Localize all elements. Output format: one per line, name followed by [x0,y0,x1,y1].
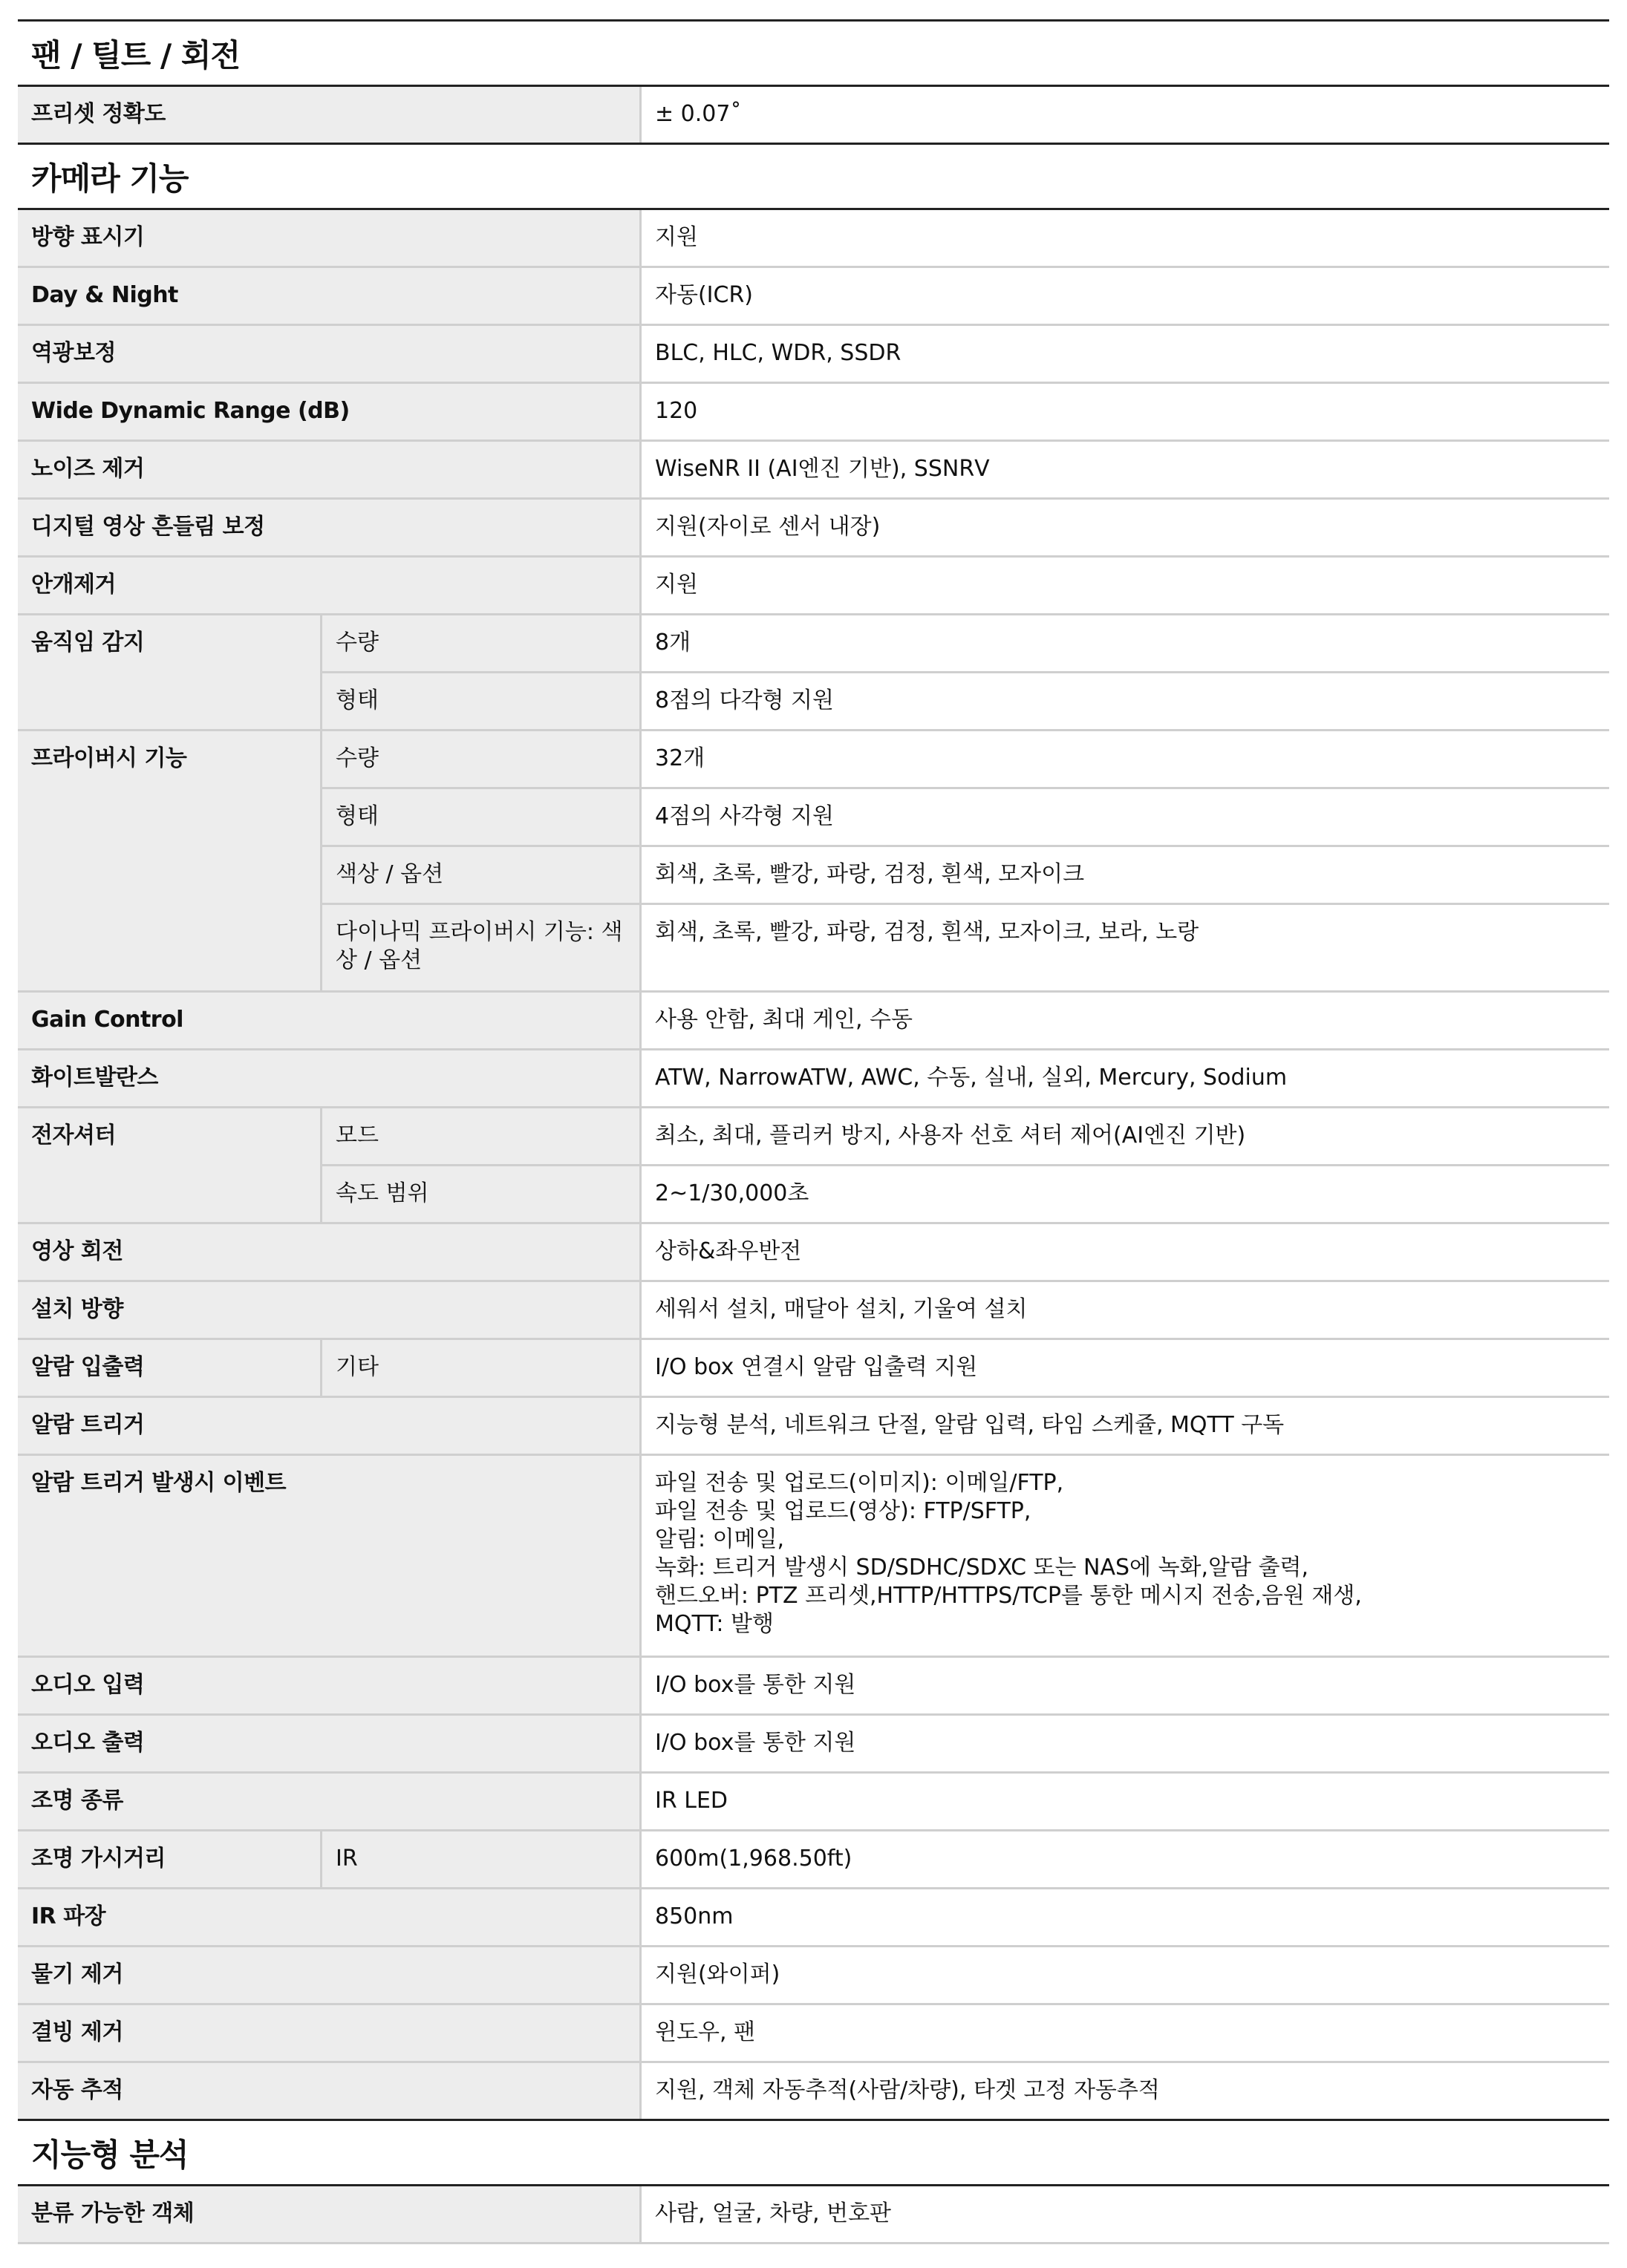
spec-row [18,1771,1609,1829]
spec-value: 지원 [639,210,1609,266]
spec-row [18,1945,1609,2003]
spec-row [18,1106,1609,1164]
spec-value: 사용 안함, 최대 게인, 수동 [639,993,1609,1048]
spec-row [18,1396,1609,1454]
spec-label [18,671,320,729]
spec-value: IR LED [639,1774,1609,1829]
spec-value: 120 [639,384,1609,439]
spec-label: 화이트발란스 [18,1050,639,1106]
spec-label: Wide Dynamic Range (dB) [18,384,639,439]
spec-label: 프라이버시 기능 [18,731,320,787]
spec-row [18,1280,1609,1338]
spec-label: 영상 회전 [18,1224,639,1280]
spec-value: WiseNR II (AI엔진 기반), SSNRⅤ [639,442,1609,497]
spec-value: 상하&좌우반전 [639,1224,1609,1280]
spec-sublabel: 속도 범위 [320,1166,639,1222]
spec-row [18,2184,1609,2242]
spec-sublabel: 모드 [320,1108,639,1164]
spec-sublabel: 기타 [320,1340,639,1396]
spec-label: 프리셋 정확도 [18,87,639,143]
spec-value: 지원(자이로 센서 내장) [639,500,1609,555]
spec-row [18,382,1609,439]
spec-label: Gain Control [18,993,639,1048]
spec-value: 2~1/30,000초 [639,1166,1609,1222]
spec-value: 파일 전송 및 업로드(이미지): 이메일/FTP, 파일 전송 및 업로드(영상): FTP/SFTP, 알림: 이메일, 녹화: 트리거 발생시 SD/SDHC/SDXC 또는 NAS에 녹화,알람 출력, 핸드오버: PTZ 프리셋,HTTP/HTTPS/TCP를 통한 메시지 전송,음원 재생, MQTT: 발행 [639,1456,1609,1656]
spec-row [18,497,1609,555]
spec-label: 분류 가능한 객체 [18,2186,639,2242]
spec-value: 850nm [639,1889,1609,1945]
spec-row [18,555,1609,613]
spec-sublabel: 색상 / 옵션 [320,847,639,903]
spec-value: 회색, 초록, 빨강, 파랑, 검정, 흰색, 모자이크, 보라, 노랑 [639,905,1609,990]
spec-value: 회색, 초록, 빨강, 파랑, 검정, 흰색, 모자이크 [639,847,1609,903]
spec-row [18,2003,1609,2061]
spec-row [18,845,1609,903]
section-title: 카메라 기능 [18,143,1609,208]
spec-sublabel: 형태 [320,789,639,845]
spec-value: 윈도우, 팬 [639,2005,1609,2061]
spec-sublabel: 형태 [320,673,639,729]
spec-sublabel: IR [320,1831,639,1887]
spec-row [18,324,1609,382]
section-title: 지능형 분석 [18,2119,1609,2184]
spec-label: 물기 제거 [18,1947,639,2003]
spec-label: 전자셔터 [18,1108,320,1164]
spec-value: 지원(와이퍼) [639,1947,1609,2003]
spec-row [18,1829,1609,1887]
spec-row [18,1713,1609,1771]
spec-label: 오디오 출력 [18,1716,639,1771]
spec-label [18,787,320,845]
spec-label [18,903,320,990]
spec-value: I/O box를 통한 지원 [639,1716,1609,1771]
spec-row [18,671,1609,729]
spec-row [18,2061,1609,2119]
spec-value: ± 0.07˚ [639,87,1609,143]
spec-value: 자동(ICR) [639,268,1609,324]
spec-label: 조명 가시거리 [18,1831,320,1887]
spec-value: 사람, 얼굴, 차량, 번호판 [639,2186,1609,2242]
spec-row [18,85,1609,143]
spec-row [18,1164,1609,1222]
spec-label: 디지털 영상 흔들림 보정 [18,500,639,555]
spec-label: 안개제거 [18,558,639,613]
spec-label: 노이즈 제거 [18,442,639,497]
spec-label: IR 파장 [18,1889,639,1945]
spec-value: ATW, NarrowATW, AWC, 수동, 실내, 실외, Mercury, Sodium [639,1050,1609,1106]
spec-row [18,266,1609,324]
spec-row [18,208,1609,266]
spec-row [18,439,1609,497]
spec-label: 방향 표시기 [18,210,639,266]
spec-label: 알람 트리거 [18,1398,639,1454]
spec-row [18,1048,1609,1106]
spec-row [18,1656,1609,1713]
spec-value: 32개 [639,731,1609,787]
spec-value: 8점의 다각형 지원 [639,673,1609,729]
spec-label: 설치 방향 [18,1282,639,1338]
spec-row [18,787,1609,845]
spec-value: 지능형 분석, 네트워크 단절, 알람 입력, 타임 스케쥴, MQTT 구독 [639,1398,1609,1454]
table-bottom-border [18,2242,1609,2244]
spec-value: 4점의 사각형 지원 [639,789,1609,845]
spec-row [18,729,1609,787]
spec-label: 결빙 제거 [18,2005,639,2061]
spec-row [18,613,1609,671]
spec-label: 알람 트리거 발생시 이벤트 [18,1456,639,1656]
spec-value: 600m(1,968.50ft) [639,1831,1609,1887]
spec-sublabel: 다이나믹 프라이버시 기능: 색상 / 옵션 [320,905,639,990]
spec-label: 오디오 입력 [18,1658,639,1713]
spec-label [18,1164,320,1222]
spec-sheet [18,19,1609,2244]
spec-value: 8개 [639,615,1609,671]
spec-row [18,1887,1609,1945]
spec-value: 지원, 객체 자동추적(사람/차량), 타겟 고정 자동추적 [639,2063,1609,2119]
spec-label: Day & Night [18,268,639,324]
spec-value: BLC, HLC, WDR, SSDR [639,326,1609,382]
spec-label [18,845,320,903]
section-title: 팬 / 틸트 / 회전 [18,19,1609,85]
spec-row [18,1222,1609,1280]
spec-sublabel: 수량 [320,731,639,787]
spec-row [18,1338,1609,1396]
spec-label: 역광보정 [18,326,639,382]
spec-row [18,1454,1609,1656]
spec-value: 세워서 설치, 매달아 설치, 기울여 설치 [639,1282,1609,1338]
spec-label: 자동 추적 [18,2063,639,2119]
spec-label: 알람 입출력 [18,1340,320,1396]
spec-label: 움직임 감지 [18,615,320,671]
spec-value: I/O box를 통한 지원 [639,1658,1609,1713]
spec-row [18,903,1609,990]
spec-value: 지원 [639,558,1609,613]
spec-value: I/O box 연결시 알람 입출력 지원 [639,1340,1609,1396]
spec-label: 조명 종류 [18,1774,639,1829]
spec-row [18,990,1609,1048]
spec-value: 최소, 최대, 플리커 방지, 사용자 선호 셔터 제어(AI엔진 기반) [639,1108,1609,1164]
spec-sublabel: 수량 [320,615,639,671]
